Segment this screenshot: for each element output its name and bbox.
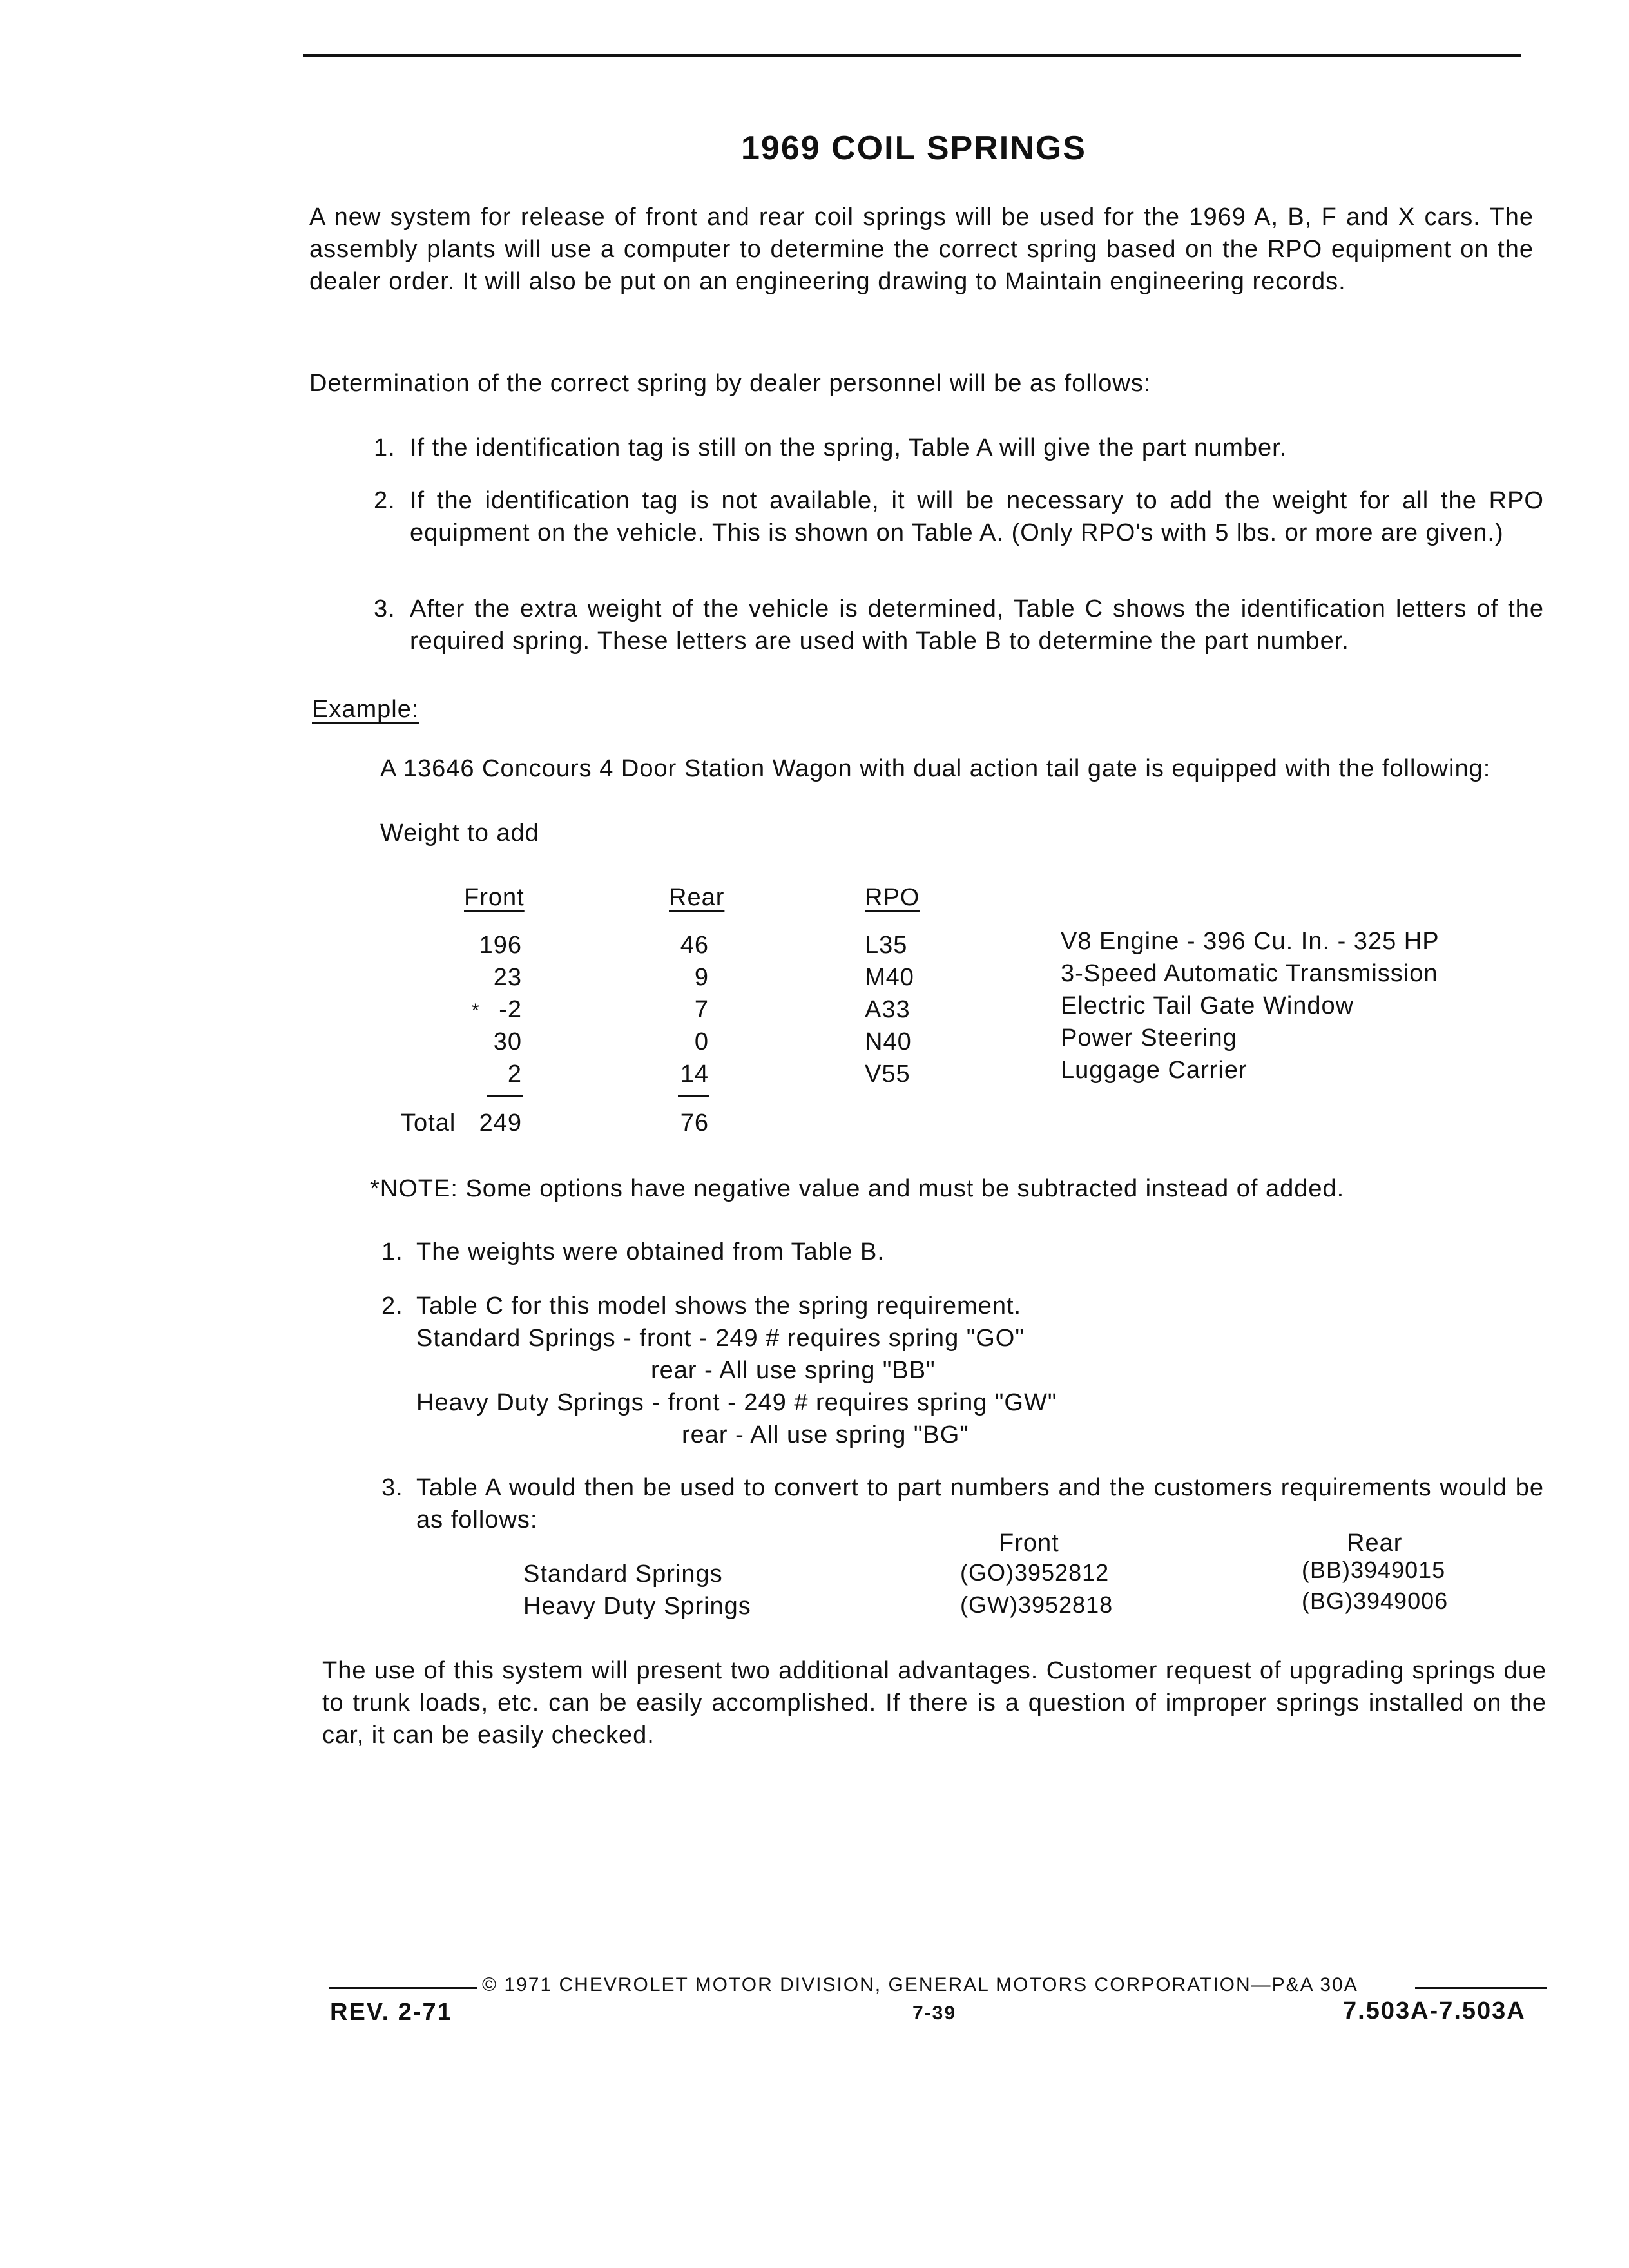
row-rear: 9 [694, 964, 709, 991]
row-front: 2 [507, 1061, 522, 1088]
step-number-3: 3. [374, 595, 396, 622]
step-number-2: 2. [374, 487, 396, 514]
row-rpo: A33 [865, 996, 911, 1023]
front-sum-line [487, 1095, 523, 1097]
row-description: 3-Speed Automatic Transmission [1061, 960, 1438, 987]
closing-paragraph: The use of this system will present two additional advantages. Customer request of upgrading springs due to trunk loads, etc. can be easily accomplished. If there is a question of improper springs installed on the car, it can be easily checked. [322, 1657, 1547, 1749]
row-description: Power Steering [1061, 1024, 1237, 1052]
row-front: -2 [499, 996, 522, 1023]
parts-row-front: (GO)3952812 [960, 1559, 1110, 1586]
step-text-3: After the extra weight of the vehicle is determined, Table C shows the identification letters of the required spring. These letters are used with Table B to determine the part number. [410, 595, 1544, 655]
parts-row-rear: (BG)3949006 [1302, 1588, 1449, 1614]
total-label: Total [401, 1110, 456, 1137]
footer-rule-left [329, 1987, 477, 1989]
row-front: 23 [493, 964, 522, 991]
row-rear: 0 [694, 1028, 709, 1055]
note-text-2e: rear - All use spring "BG" [682, 1421, 969, 1448]
rear-sum-line [678, 1095, 709, 1097]
weights-header-rpo: RPO [865, 884, 920, 911]
row-rpo: N40 [865, 1028, 912, 1055]
page-title: 1969 COIL SPRINGS [741, 130, 1086, 167]
top-rule [303, 54, 1521, 57]
parts-row-front: (GW)3952818 [960, 1591, 1113, 1618]
example-intro: A 13646 Concours 4 Door Station Wagon with dual action tail gate is equipped with the following: [380, 755, 1491, 782]
step-text-1: If the identification tag is still on the spring, Table A will give the part number. [410, 434, 1287, 461]
row-rear: 46 [680, 932, 709, 959]
parts-header-front: Front [999, 1530, 1059, 1557]
footer-revision: REV. 2-71 [330, 1999, 452, 2026]
footer-copyright: © 1971 CHEVROLET MOTOR DIVISION, GENERAL MOTORS CORPORATION—P&A 30A [482, 1974, 1358, 1995]
parts-row-rear: (BB)3949015 [1302, 1557, 1446, 1583]
row-front: 30 [493, 1028, 522, 1055]
determination-lead: Determination of the correct spring by dealer personnel will be as follows: [309, 370, 1152, 397]
footer-section-code: 7.503A-7.503A [1343, 1997, 1526, 2024]
negative-value-note: *NOTE: Some options have negative value and must be subtracted instead of added. [370, 1175, 1345, 1202]
total-rear: 76 [680, 1110, 709, 1137]
footer-page-number: 7-39 [912, 2003, 957, 2024]
weights-header-front: Front [464, 884, 525, 911]
row-front: 196 [479, 932, 522, 959]
weight-to-add-label: Weight to add [380, 820, 539, 847]
row-rear: 7 [694, 996, 709, 1023]
note-text-2b: Standard Springs - front - 249 # requires spring "GO" [416, 1325, 1025, 1352]
note-text-1: The weights were obtained from Table B. [416, 1238, 885, 1265]
total-front: 249 [479, 1110, 522, 1137]
step-number-1: 1. [374, 434, 396, 461]
row-rear: 14 [680, 1061, 709, 1088]
note-number-1: 1. [381, 1238, 403, 1265]
note-text-2a: Table C for this model shows the spring requirement. [416, 1293, 1022, 1320]
note-text-3: Table A would then be used to convert to part numbers and the customers requirements would be as follows: [416, 1474, 1544, 1533]
row-description: Electric Tail Gate Window [1061, 992, 1354, 1019]
example-label: Example: [312, 696, 419, 723]
parts-row-label: Standard Springs [523, 1561, 723, 1588]
note-number-3: 3. [381, 1474, 403, 1501]
step-text-2: If the identification tag is not available, it will be necessary to add the weight for all the RPO equipment on the vehicle. This is shown on Table A. (Only RPO's with 5 lbs. or more are given.) [410, 487, 1544, 546]
note-text-2c: rear - All use spring "BB" [651, 1357, 936, 1384]
footer-rule-right [1415, 1987, 1547, 1989]
parts-row-label: Heavy Duty Springs [523, 1593, 751, 1620]
row-description: V8 Engine - 396 Cu. In. - 325 HP [1061, 928, 1440, 955]
row-rpo: V55 [865, 1061, 911, 1088]
weights-header-rear: Rear [669, 884, 725, 911]
intro-paragraph: A new system for release of front and rear coil springs will be used for the 1969 A, B, F and X cars. The assembly plants will use a computer to determine the correct spring based on the RPO equipment on the dealer order. It will also be put on an engineering drawing to Maintain engineering records. [309, 204, 1534, 295]
note-text-2d: Heavy Duty Springs - front - 249 # requires spring "GW" [416, 1389, 1057, 1416]
row-rpo: L35 [865, 932, 908, 959]
note-number-2: 2. [381, 1293, 403, 1320]
negative-value-marker: * [472, 1000, 480, 1021]
row-description: Luggage Carrier [1061, 1057, 1248, 1084]
row-rpo: M40 [865, 964, 914, 991]
parts-header-rear: Rear [1347, 1530, 1403, 1557]
